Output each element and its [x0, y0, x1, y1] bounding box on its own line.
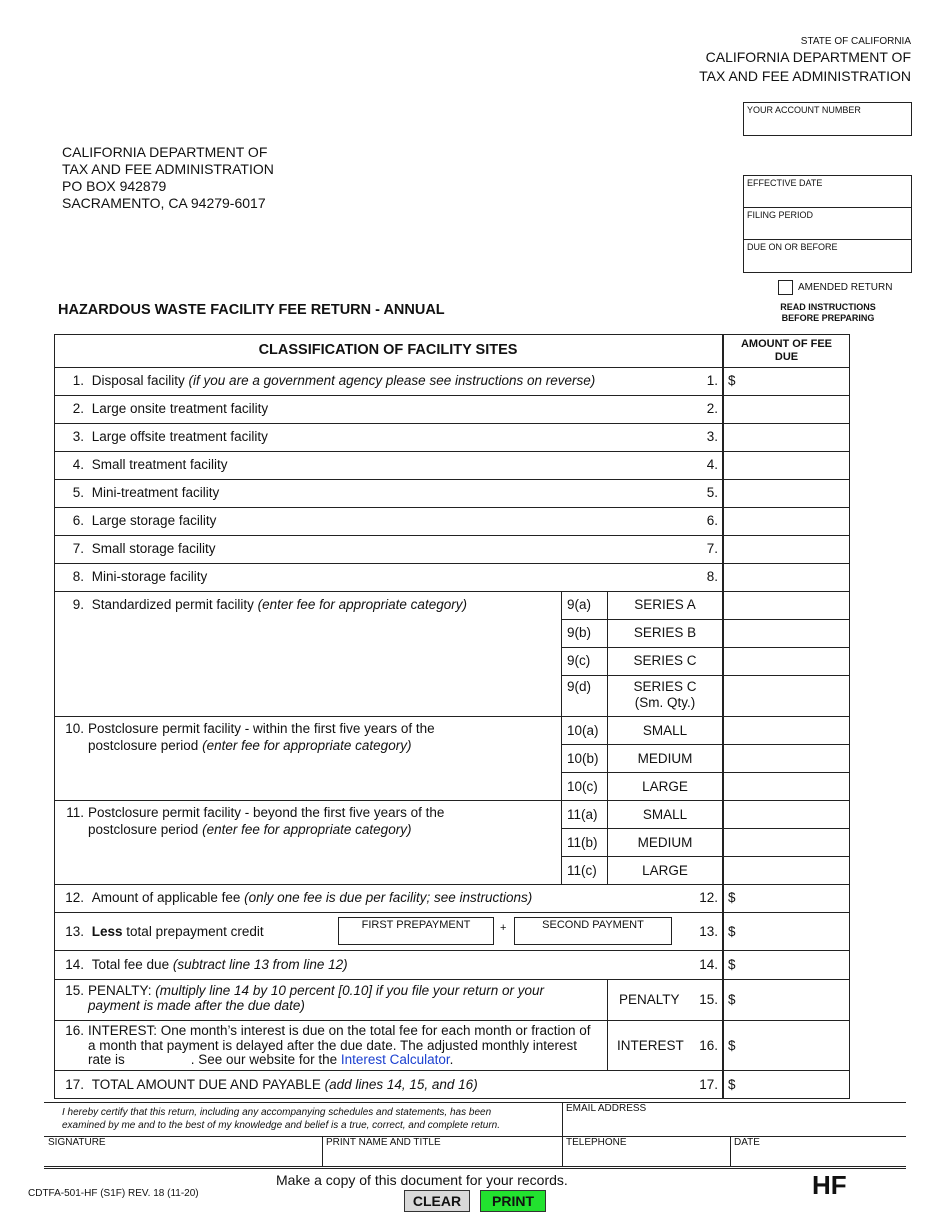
line-text-bold: Less — [91, 924, 123, 939]
row-divider — [54, 979, 850, 980]
sub-code: 9(d) — [567, 679, 592, 694]
line-6-amount-input[interactable] — [726, 508, 848, 534]
line-number: 7. — [72, 541, 84, 556]
line-2 — [54, 401, 268, 416]
amount-header — [723, 338, 850, 364]
dollar-sign: $ — [728, 924, 736, 939]
line-1 — [54, 373, 595, 388]
line-9a-amount-input[interactable] — [726, 592, 848, 618]
line-4 — [54, 457, 228, 472]
row-divider — [54, 884, 850, 885]
sub-category: SMALL — [642, 723, 688, 738]
sub-code: 9(b) — [567, 625, 592, 640]
first-prepayment-label: FIRST PREPAYMENT — [361, 919, 471, 931]
sub-category: SERIES B — [633, 625, 697, 640]
dept-line-1: CALIFORNIA DEPARTMENT OF — [705, 49, 911, 65]
line-11 — [54, 804, 444, 838]
print-button[interactable]: PRINT — [480, 1190, 546, 1212]
amount-header-line-2: DUE — [774, 351, 799, 363]
line-10a-amount-input[interactable] — [726, 717, 848, 743]
cert-top-rule — [44, 1102, 906, 1103]
line-note: (if you are a government agency please see instructions on reverse) — [188, 373, 596, 388]
read-instructions-line-2: BEFORE PREPARING — [781, 313, 875, 323]
line-8-amount-input[interactable] — [726, 564, 848, 590]
rate-label: rate is — [88, 1052, 125, 1067]
line-text: Small storage facility — [91, 541, 216, 556]
line-text: Postclosure permit facility - beyond the first five years of the — [88, 805, 445, 820]
first-prepayment-field[interactable] — [338, 917, 494, 945]
amount-header-line-1: AMOUNT OF FEE — [740, 338, 833, 350]
line-ref: 2. — [706, 401, 718, 416]
line-number: 2. — [72, 401, 84, 416]
line-text: INTEREST: One month’s interest is due on the total fee for each month or fraction of — [88, 1023, 591, 1038]
classification-header: CLASSIFICATION OF FACILITY SITES — [258, 342, 518, 358]
department-name — [699, 48, 911, 86]
line-3 — [54, 429, 268, 444]
sub-category-line-1: SERIES C — [633, 679, 697, 694]
sub-code: 11(b) — [567, 835, 598, 850]
line-text: Large onsite treatment facility — [91, 401, 269, 416]
sub-code: 11(c) — [567, 863, 597, 878]
line-note: (multiply line 14 by 10 percent [0.10] if you file your return or your — [155, 983, 544, 998]
mailing-address — [62, 144, 274, 212]
sub-code: 10(c) — [567, 779, 598, 794]
line-text: Large offsite treatment facility — [91, 429, 268, 444]
sub-code: 9(c) — [567, 653, 591, 668]
dollar-sign: $ — [728, 1077, 736, 1092]
line-note: (enter fee for appropriate category) — [202, 738, 412, 753]
line-11c-amount-input[interactable] — [726, 857, 848, 883]
signature-input[interactable] — [48, 1148, 318, 1164]
line-4-amount-input[interactable] — [726, 452, 848, 478]
print-name-input[interactable] — [326, 1148, 558, 1164]
line-note: (only one fee is due per facility; see instructions) — [244, 890, 533, 905]
email-divider — [562, 1102, 563, 1166]
line-11a-amount-input[interactable] — [726, 801, 848, 827]
line-text: total prepayment credit — [122, 924, 264, 939]
sub-category: SERIES C — [633, 653, 697, 668]
line-14 — [54, 957, 348, 972]
address-line-1: CALIFORNIA DEPARTMENT OF — [62, 144, 268, 160]
dollar-sign: $ — [728, 373, 736, 388]
line-text: Large storage facility — [91, 513, 217, 528]
row-divider — [54, 1020, 850, 1021]
sub-category: LARGE — [642, 863, 688, 878]
line-16 — [54, 1024, 591, 1068]
telephone-label: TELEPHONE — [566, 1137, 627, 1148]
line-12 — [54, 890, 532, 905]
amended-return-label: AMENDED RETURN — [798, 282, 893, 293]
line-ref: 12. — [699, 890, 718, 905]
line-number: 1. — [72, 373, 84, 388]
sub-category: MEDIUM — [637, 835, 693, 850]
line-9b-amount-input[interactable] — [726, 620, 848, 646]
line-number: 10. — [65, 721, 84, 736]
line-ref: 8. — [706, 569, 718, 584]
line-17 — [54, 1077, 478, 1092]
sub-category: SMALL — [642, 807, 688, 822]
sub-code: 11(a) — [567, 807, 598, 822]
account-number-label: YOUR ACCOUNT NUMBER — [747, 105, 861, 115]
line-ref: 15. — [699, 992, 718, 1007]
line-14-amount-input[interactable] — [740, 952, 848, 978]
sub-code: 10(a) — [567, 723, 599, 738]
dollar-sign: $ — [728, 1038, 736, 1053]
line-number: 8. — [72, 569, 84, 584]
state-label: STATE OF CALIFORNIA — [800, 36, 911, 47]
dept-line-2: TAX AND FEE ADMINISTRATION — [699, 68, 911, 84]
line-9 — [54, 597, 467, 612]
read-instructions-note — [770, 302, 886, 324]
line-text-2: postclosure period — [88, 822, 203, 837]
line-3-amount-input[interactable] — [726, 424, 848, 450]
account-number-field[interactable] — [743, 102, 912, 136]
line-9c-amount-input[interactable] — [726, 648, 848, 674]
row-divider — [54, 367, 850, 368]
line-7 — [54, 541, 216, 556]
effective-date-field[interactable] — [744, 176, 911, 208]
sub-code: 9(a) — [567, 597, 592, 612]
row-divider — [54, 950, 850, 951]
period: . — [449, 1052, 454, 1067]
plus-sign: + — [500, 922, 507, 934]
line-number: 12. — [65, 890, 84, 905]
line-5-amount-input[interactable] — [726, 480, 848, 506]
line-ref: 6. — [706, 513, 718, 528]
line-text-2: postclosure period — [88, 738, 203, 753]
line-ref: 14. — [699, 957, 718, 972]
line-number: 16. — [65, 1023, 84, 1038]
email-input[interactable] — [566, 1114, 904, 1134]
signature-label: SIGNATURE — [48, 1137, 106, 1148]
line-ref: 4. — [706, 457, 718, 472]
line-ref: 17. — [699, 1077, 718, 1092]
filing-period-field[interactable] — [744, 208, 911, 240]
line-13 — [54, 924, 264, 939]
row-divider — [54, 912, 850, 913]
line-number: 15. — [65, 983, 84, 998]
line-note: (add lines 14, 15, and 16) — [324, 1077, 478, 1092]
name-divider — [322, 1136, 323, 1166]
dollar-sign: $ — [728, 992, 736, 1007]
line-10 — [54, 720, 435, 754]
line-16-amount-input[interactable] — [740, 1024, 848, 1068]
line-13-amount-input[interactable] — [740, 914, 848, 948]
sub-category: SERIES A — [634, 597, 696, 612]
sub-category: LARGE — [642, 779, 688, 794]
line-text: Disposal facility — [91, 373, 189, 388]
line-text: Small treatment facility — [91, 457, 228, 472]
line-number: 11. — [66, 805, 84, 820]
line-note-2: payment is made after the due date) — [88, 998, 305, 1013]
sub-code: 10(b) — [567, 751, 599, 766]
date-input[interactable] — [734, 1148, 904, 1164]
line-7-amount-input[interactable] — [726, 536, 848, 562]
form-title: HAZARDOUS WASTE FACILITY FEE RETURN - ANNUAL — [58, 302, 445, 318]
line-12-amount-input[interactable] — [740, 886, 848, 912]
email-label: EMAIL ADDRESS — [566, 1103, 647, 1114]
line-ref: 1. — [706, 373, 718, 388]
line-9d-amount-input[interactable] — [726, 676, 848, 714]
clear-button[interactable]: CLEAR — [404, 1190, 470, 1212]
line-15 — [54, 983, 544, 1013]
form-code: HF — [812, 1170, 847, 1200]
line-text: Amount of applicable fee — [91, 890, 245, 905]
code-column-divider — [561, 591, 562, 885]
date-label: DATE — [734, 1137, 760, 1148]
line-11b-amount-input[interactable] — [726, 829, 848, 855]
cert-bottom-rule-2 — [44, 1168, 906, 1169]
line-2-amount-input[interactable] — [726, 396, 848, 422]
line-note: (subtract line 13 from line 12) — [172, 957, 348, 972]
line-5 — [54, 485, 219, 500]
due-date-field[interactable] — [744, 240, 911, 272]
line-text: Mini-treatment facility — [91, 485, 220, 500]
row-divider — [54, 1070, 850, 1071]
line-text: Total fee due — [91, 957, 173, 972]
line-text: Standardized permit facility — [91, 597, 258, 612]
line-number: 4. — [72, 457, 84, 472]
sub-category-line-2: (Sm. Qty.) — [634, 695, 696, 710]
signature-rule — [44, 1136, 906, 1137]
interest-calculator-link[interactable]: Interest Calculator — [340, 1052, 450, 1067]
line-text: Postclosure permit facility - within the first five years of the — [88, 721, 435, 736]
line-note: (enter fee for appropriate category) — [202, 822, 412, 837]
second-payment-label: SECOND PAYMENT — [542, 919, 644, 931]
line-text-3: . See our website for the — [190, 1052, 341, 1067]
line-6 — [54, 513, 216, 528]
address-line-2: TAX AND FEE ADMINISTRATION — [62, 161, 274, 177]
line-number: 5. — [72, 485, 84, 500]
sub-category: MEDIUM — [637, 751, 693, 766]
line-8 — [54, 569, 207, 584]
line-ref: 13. — [699, 924, 718, 939]
line-10c-amount-input[interactable] — [726, 773, 848, 799]
dollar-sign: $ — [728, 890, 736, 905]
line-ref: 3. — [706, 429, 718, 444]
amended-return-option — [778, 280, 892, 295]
line-text: TOTAL AMOUNT DUE AND PAYABLE — [91, 1077, 325, 1092]
line-15-amount-input[interactable] — [740, 982, 848, 1016]
line-ref: 7. — [706, 541, 718, 556]
line-text: PENALTY: — [88, 983, 156, 998]
line-ref: 16. — [699, 1038, 718, 1053]
line-1-amount-input[interactable] — [740, 368, 848, 394]
interest-tag: INTEREST — [617, 1038, 684, 1053]
line-text-2: a month that payment is delayed after the due date. The adjusted monthly interest — [88, 1037, 578, 1053]
read-instructions-line-1: READ INSTRUCTIONS — [780, 302, 876, 312]
amended-return-checkbox[interactable] — [778, 280, 793, 295]
line-number: 6. — [72, 513, 84, 528]
address-line-4: SACRAMENTO, CA 94279-6017 — [62, 195, 266, 211]
filing-period-label: FILING PERIOD — [747, 210, 814, 220]
line-17-amount-input[interactable] — [740, 1072, 848, 1098]
penalty-tag: PENALTY — [619, 992, 680, 1007]
effective-date-label: EFFECTIVE DATE — [747, 178, 823, 188]
line-number: 9. — [72, 597, 84, 612]
address-line-3: PO BOX 942879 — [62, 178, 167, 194]
print-name-label: PRINT NAME AND TITLE — [326, 1137, 441, 1148]
line-10b-amount-input[interactable] — [726, 745, 848, 771]
tag-column-divider — [607, 979, 608, 1070]
line-number: 13. — [65, 924, 84, 939]
line-note: (enter fee for appropriate category) — [257, 597, 467, 612]
form-id: CDTFA-501-HF (S1F) REV. 18 (11-20) — [28, 1188, 199, 1199]
telephone-input[interactable] — [566, 1148, 726, 1164]
cert-bottom-rule — [44, 1166, 906, 1167]
line-text: Mini-storage facility — [91, 569, 208, 584]
cert-line-1: I hereby certify that this return, including any accompanying schedules and statements, has been — [62, 1107, 492, 1118]
sub-category — [608, 679, 722, 711]
line-number: 17. — [65, 1077, 84, 1092]
line-number: 14. — [65, 957, 84, 972]
date-divider — [730, 1136, 731, 1166]
dollar-sign: $ — [728, 957, 736, 972]
second-payment-field[interactable] — [514, 917, 672, 945]
cert-line-2: examined by me and to the best of my knowledge and belief is a true, correct, and complete return. — [62, 1120, 501, 1131]
line-ref: 5. — [706, 485, 718, 500]
period-info-box — [743, 175, 912, 273]
due-date-label: DUE ON OR BEFORE — [747, 242, 838, 252]
certification-statement — [62, 1106, 562, 1132]
copy-note: Make a copy of this document for your records. — [276, 1172, 568, 1188]
line-number: 3. — [72, 429, 84, 444]
